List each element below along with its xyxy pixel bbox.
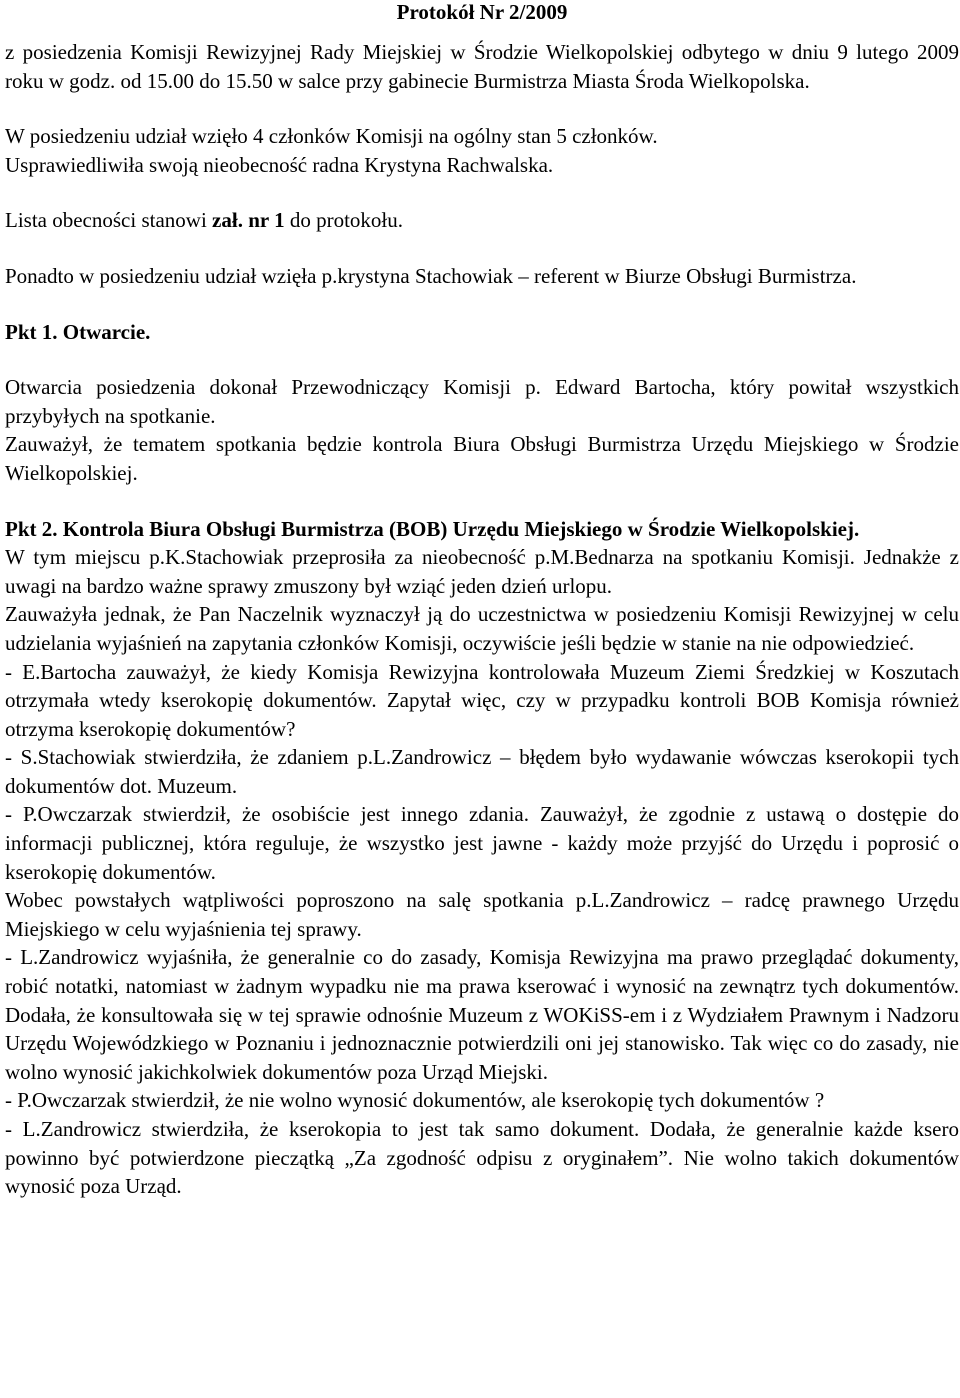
body-paragraph: - S.Stachowiak stwierdziła, że zdaniem p.L.Zandrowicz – błędem było wydawanie wówczas kserokopii tych dokumentów dot. Muzeum. <box>5 745 959 798</box>
body-paragraph: - L.Zandrowicz stwierdziła, że kserokopia to jest tak samo dokument. Dodała, że generalnie każde ksero powinno być potwierdzone pieczątką „Za zgodność odpisu z oryginałem”. Nie wolno takich dokumentów wynosić poza Urząd. <box>5 1117 959 1199</box>
absence-line: Usprawiedliwiła swoją nieobecność radna Krystyna Rachwalska. <box>5 152 554 177</box>
attachment-reference: zał. nr 1 <box>212 208 285 233</box>
body-paragraph: Zauważyła jednak, że Pan Naczelnik wyznaczył ją do uczestnictwa w posiedzeniu Komisji Rewizyjnej w celu udzielania wyjaśnień na zapytania członków Komisji, oczywiście jeśli będzie w stanie na nie odpowiedzieć. <box>5 602 959 655</box>
point-2-heading: Pkt 2. Kontrola Biura Obsługi Burmistrza (BOB) Urzędu Miejskiego w Środzie Wielkopolskiej. <box>5 516 860 541</box>
body-paragraph: - E.Bartocha zauważył, że kiedy Komisja Rewizyjna kontrolowała Muzeum Ziemi Średzkiej w Koszutach otrzymała wtedy kserokopię dokumentów. Zapytał więc, czy w przypadku kontroli BOB Komisja również otrzyma kserokopię dokumentów? <box>5 659 959 741</box>
point-1-heading: Pkt 1. Otwarcie. <box>5 319 151 344</box>
intro-paragraph: z posiedzenia Komisji Rewizyjnej Rady Miejskiej w Środzie Wielkopolskiej odbytego w dniu 9 lutego 2009 roku w godz. od 15.00 do 15.50 w salce przy gabinecie Burmistrza Miasta Środa Wielkopolska. <box>5 40 959 93</box>
attendance-line: W posiedzeniu udział wzięło 4 członków Komisji na ogólny stan 5 członków. <box>5 124 658 149</box>
document-page <box>5 0 959 1201</box>
body-paragraph: - P.Owczarzak stwierdził, że osobiście jest innego zdania. Zauważył, że zgodnie z ustawą o dostępie do informacji publicznej, która reguluje, że wszystko jest jawne - każdy może przyjść do Urzędu i poprosić o kserokopię dokumentów. <box>5 802 959 884</box>
point-1-topic-paragraph: Zauważył, że tematem spotkania będzie kontrola Biura Obsługi Burmistrza Urzędu Miejskiego w Środzie Wielkopolskiej. <box>5 432 959 485</box>
point-1-opening-paragraph: Otwarcia posiedzenia dokonał Przewodniczący Komisji p. Edward Bartocha, który powitał wszystkich przybyłych na spotkanie. <box>5 375 959 428</box>
attendance-list-suffix: do protokołu. <box>284 208 403 233</box>
body-paragraph: W tym miejscu p.K.Stachowiak przeprosiła za nieobecność p.M.Bednarza na spotkaniu Komisji. Jednakże z uwagi na bardzo ważne sprawy zmuszony był wziąć jeden dzień urlopu. <box>5 545 959 598</box>
body-paragraph: - L.Zandrowicz wyjaśniła, że generalnie co do zasady, Komisja Rewizyjna ma prawo przeglądać dokumenty, robić notatki, natomiast w żadnym wypadku nie ma prawa kserować i wynosić na zewnątrz tych dokumentów. Dodała, że konsultowała się w tej sprawie odnośnie Muzeum z WOKiSS-em i z Wydziałem Prawnym i Nadzoru Urzędu Wojewódzkiego w Poznaniu i jednoznacznie potwierdzili oni jej stanowisko. Tak więc co do zasady, nie wolno wynosić jakichkolwiek dokumentów poza Urząd Miejski. <box>5 945 959 1084</box>
body-paragraph: - P.Owczarzak stwierdził, że nie wolno wynosić dokumentów, ale kserokopię tych dokumentów ? <box>5 1088 825 1113</box>
attendance-list-line <box>5 206 959 235</box>
also-present-paragraph: Ponadto w posiedzeniu udział wzięła p.krystyna Stachowiak – referent w Biurze Obsługi Burmistrza. <box>5 263 857 288</box>
attendance-list-prefix: Lista obecności stanowi <box>5 208 213 233</box>
document-title: Protokół Nr 2/2009 <box>396 0 568 24</box>
body-paragraph: Wobec powstałych wątpliwości poproszono na salę spotkania p.L.Zandrowicz – radcę prawnego Urzędu Miejskiego w celu wyjaśnienia tej sprawy. <box>5 888 959 941</box>
